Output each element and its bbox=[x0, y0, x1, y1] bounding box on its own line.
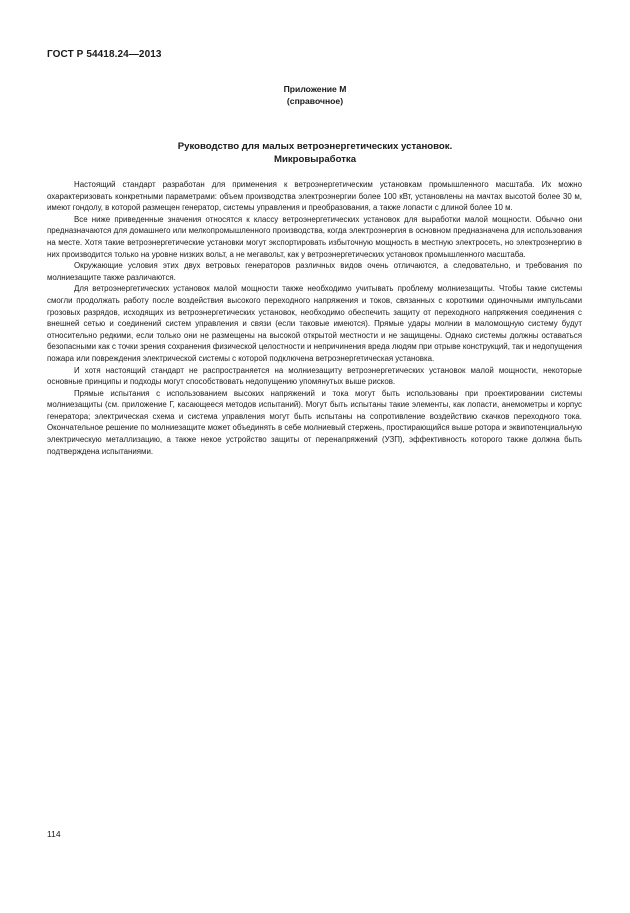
page-number: 114 bbox=[47, 829, 61, 839]
section-title-line2: Микровыработка bbox=[273, 154, 357, 165]
body-text bbox=[47, 179, 582, 457]
paragraph: Для ветроэнергетических установок малой мощности также необходимо учитывать проблему молниезащиты. Чтобы такие системы смогли продолжать работу после воздействия высокого переходного напряжения и токов, связанных с короткими одиночными импульсами грозовых разрядов, исходящих из ветроэнергетических установок, необходимо обеспечить защиту от переходного напряжения соединения с внешней сетью и соединений систем управления и связи (если таковые имеются). Прямые удары молнии в маломощную систему будут относительно редкими, если только они не размещены на высокой открытой местности и не защищены. Однако системы должны оставаться безопасными как с точки зрения сохранения физической целостности и непричинения вреда людям при отрыве конструкций, так и недопущения пожара или повреждения электрической системы с которой подключена ветроэнергетическая установка. bbox=[47, 284, 582, 363]
paragraph: Окружающие условия этих двух ветровых генераторов различных видов очень отличаются, а следовательно, и требования по молниезащите также различаются. bbox=[47, 261, 582, 282]
section-title-line1: Руководство для малых ветроэнергетических установок. bbox=[177, 141, 453, 152]
paragraph: Настоящий стандарт разработан для применения к ветроэнергетическим установкам промышленного масштаба. Их можно охарактеризовать конкретными параметрами: объем производства электроэнергии более 100 кВт, установлены на мачтах высотой более 30 м, имеют гондолу, в которой размещен генератор, системы управления и преобразования, а также лопасти с длиной более 10 м. bbox=[47, 180, 582, 213]
appendix-title: Приложение М bbox=[283, 84, 347, 94]
paragraph: И хотя настоящий стандарт не распространяется на молниезащиту ветроэнергетических установок малой мощности, некоторые основные принципы и подходы могут способствовать недопущению упомянутых выше рисков. bbox=[47, 365, 582, 387]
appendix-type: (справочное) bbox=[286, 96, 344, 106]
standard-id-header: ГОСТ Р 54418.24—2013 bbox=[47, 49, 162, 60]
paragraph: Прямые испытания с использованием высоких напряжений и тока могут быть использованы при проектировании системы молниезащиты (см. приложение Г, касающееся методов испытаний). Могут быть испытаны такие элементы, как лопасти, анемометры и корпус генератора; электрическая схема и система управления могут быть испытаны на сопротивление воздействию скачков переходного тока. Окончательное решение по молниезащите может объединять в себе молниевый стержень, простирающийся выше ротора и эквипотенциальную электрическую металлизацию, а также некое устройство защиты от перенапряжений (УЗП), эффективность которого также должна быть подтверждена испытаниями. bbox=[47, 388, 582, 456]
paragraph: Все ниже приведенные значения относятся к классу ветроэнергетических установок для выработки малой мощности. Обычно они предназначаются для домашнего или мелкопромышленного производства, когда электроэнергия в основном предназначена для использования на месте. Хотя такие ветроэнергетические установки могут экспортировать избыточную мощность в местную электросеть, но электроэнергию в них производится только на уровне низких вольт, а не мегавольт, как у ветроэнергетических установок промышленного масштаба. bbox=[47, 214, 582, 259]
